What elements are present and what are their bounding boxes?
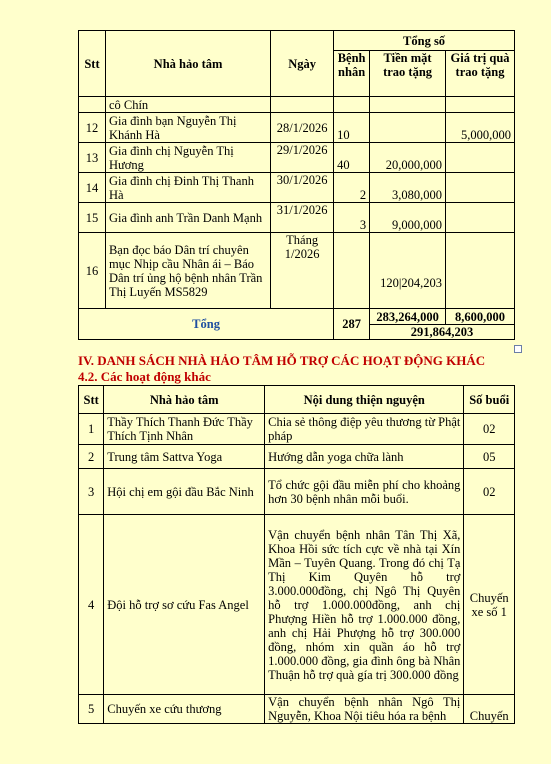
cell-donor: Trung tâm Sattva Yoga xyxy=(104,445,265,469)
header-stt: Stt xyxy=(79,386,104,414)
cell-donor: Thầy Thích Thanh Đức Thầy Thích Tịnh Nhân xyxy=(104,414,265,445)
cell-donor: Bạn đọc báo Dân trí chuyên mục Nhịp cầu Nhân ái – Báo Dân trí ủng hộ bệnh nhân Trần Thị Luyến MS5829 xyxy=(105,233,270,309)
table-row xyxy=(79,203,515,233)
table-row xyxy=(79,695,515,724)
cell-cash: 9,000,000 xyxy=(370,203,446,233)
table-row xyxy=(79,414,515,445)
cell-cash: 3,080,000 xyxy=(370,173,446,203)
cell-stt: 14 xyxy=(79,173,106,203)
header-patients: Bệnh nhân xyxy=(334,51,370,97)
cell-cash: 20,000,000 xyxy=(370,143,446,173)
cell-date: 30/1/2026 xyxy=(271,173,334,203)
cell-donor: Gia đình chị Đinh Thị Thanh Hà xyxy=(105,173,270,203)
header-cash: Tiền mặt trao tặng xyxy=(370,51,446,97)
cell-gift xyxy=(446,173,515,203)
header-date: Ngày xyxy=(271,31,334,97)
cell-gift xyxy=(446,143,515,173)
cell-stt: 3 xyxy=(79,469,104,515)
cell-content: Vận chuyển bệnh nhân Tân Thị Xã, Khoa Hồi sức tích cực về nhà tại Xín Mần – Tuyên Quang. Trong đó chị Tạ Thị Kim Quyên hỗ trợ 3.000.000đồng, chị Ngô Thị Quyên hỗ trợ 1.000.000đồng, anh chị Phượng Hiền hỗ trợ 1.000.000 đồng, anh chị Hải Phượng hỗ trợ 300.000 đồng, nhóm xin quần áo hỗ trợ 1.000.000 đồng, gia đình ông bà Nhân Thuận hỗ trợ quà gía trị 300.000 đồng xyxy=(265,515,464,695)
header-stt: Stt xyxy=(79,31,106,97)
cell-patients: 40 xyxy=(334,143,370,173)
total-row xyxy=(79,309,515,325)
grand-total: 291,864,203 xyxy=(370,325,515,340)
cell-gift xyxy=(446,233,515,309)
cell-gift xyxy=(446,203,515,233)
total-gift: 8,600,000 xyxy=(446,309,515,325)
cell-gift: 5,000,000 xyxy=(446,113,515,143)
cell-date: 29/1/2026 xyxy=(271,143,334,173)
cell-sessions: 02 xyxy=(464,469,515,515)
cell-stt: 4 xyxy=(79,515,104,695)
cell-patients xyxy=(334,233,370,309)
subsection-title: 4.2. Các hoạt động khác xyxy=(78,369,211,384)
cell-stt: 13 xyxy=(79,143,106,173)
table-row xyxy=(79,469,515,515)
total-patients: 287 xyxy=(334,309,370,340)
table-row xyxy=(79,515,515,695)
header-content: Nội dung thiện nguyện xyxy=(265,386,464,414)
cell-content: Hướng dẫn yoga chữa lành xyxy=(265,445,464,469)
cell-sessions: Chuyến xyxy=(464,695,515,724)
header-total-group: Tổng số xyxy=(334,31,515,51)
cell-date: 31/1/2026 xyxy=(271,203,334,233)
cell-donor: Đội hỗ trợ sơ cứu Fas Angel xyxy=(104,515,265,695)
cell-stt: 15 xyxy=(79,203,106,233)
cell-sessions: Chuyến xe số 1 xyxy=(464,515,515,695)
activities-table xyxy=(78,385,515,724)
cell-date: Tháng 1/2026 xyxy=(271,233,334,309)
table-row xyxy=(79,233,515,309)
header-gift-value: Giá trị quà trao tặng xyxy=(446,51,515,97)
header-donor: Nhà hảo tâm xyxy=(104,386,265,414)
cell-stt: 1 xyxy=(79,414,104,445)
table-row xyxy=(79,97,515,113)
cell-stt: 5 xyxy=(79,695,104,724)
table-row xyxy=(79,113,515,143)
cell-donor: Gia đình chị Nguyễn Thị Hương xyxy=(105,143,270,173)
table-row xyxy=(79,173,515,203)
table-resize-handle[interactable] xyxy=(514,345,522,353)
header-donor: Nhà hảo tâm xyxy=(105,31,270,97)
cell-content: Chia sẻ thông điệp yêu thương từ Phật pháp xyxy=(265,414,464,445)
cell-sessions: 05 xyxy=(464,445,515,469)
cell-donor: Gia đình bạn Nguyễn Thị Khánh Hà xyxy=(105,113,270,143)
cell-donor: Chuyến xe cứu thương xyxy=(104,695,265,724)
total-cash: 283,264,000 xyxy=(370,309,446,325)
section-title: IV. DANH SÁCH NHÀ HẢO TÂM HỖ TRỢ CÁC HOẠT ĐỘNG KHÁC xyxy=(78,353,486,368)
cell-sessions: 02 xyxy=(464,414,515,445)
cell-content: Tổ chức gội đầu miễn phí cho khoảng hơn 30 bệnh nhân mỗi buổi. xyxy=(265,469,464,515)
cell-cash: 120|204,203 xyxy=(370,233,446,309)
continuation-text: cô Chín xyxy=(105,97,270,113)
cell-donor: Hội chị em gội đầu Bắc Ninh xyxy=(104,469,265,515)
cell-date: 28/1/2026 xyxy=(271,113,334,143)
total-label: Tổng xyxy=(79,309,334,340)
cell-content: Vận chuyển bệnh nhân Ngô Thị Nguyễn, Khoa Nội tiêu hóa ra bệnh xyxy=(265,695,464,724)
table-row xyxy=(79,445,515,469)
cell-stt: 16 xyxy=(79,233,106,309)
cell-stt: 12 xyxy=(79,113,106,143)
cell-cash xyxy=(370,113,446,143)
cell-patients: 3 xyxy=(334,203,370,233)
cell-stt: 2 xyxy=(79,445,104,469)
cell-patients: 2 xyxy=(334,173,370,203)
donation-table xyxy=(78,30,515,340)
cell-patients: 10 xyxy=(334,113,370,143)
table-row xyxy=(79,143,515,173)
cell-donor: Gia đình anh Trần Danh Mạnh xyxy=(105,203,270,233)
header-sessions: Số buổi xyxy=(464,386,515,414)
